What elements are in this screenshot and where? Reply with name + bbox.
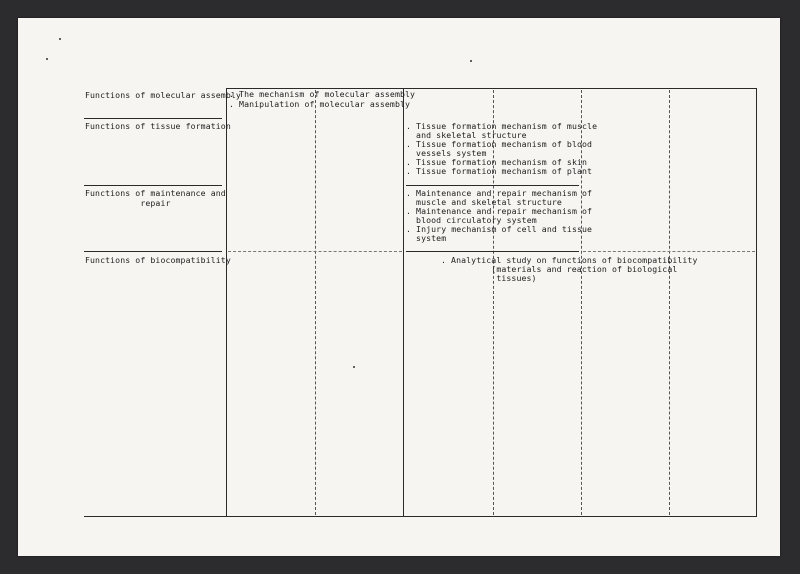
list-item: muscle and skeletal structure [406,197,562,207]
list-item: . The mechanism of molecular assembly [229,89,416,99]
table-right-border [756,88,757,517]
paper-speck [353,366,355,368]
table-dashed-divider [315,90,316,515]
list-item: . Injury mechanism of cell and tissue [406,224,593,234]
list-item: tissues) [441,273,537,283]
row-separator [406,251,579,252]
list-item: (materials and reaction of biological [441,264,678,274]
table-column-divider [403,88,404,517]
paper-speck [59,38,61,40]
table-dashed-divider [581,90,582,515]
list-item: . Tissue formation mechanism of plant [406,166,593,176]
list-item: . Manipulation of molecular assembly [229,99,411,109]
list-item: . Tissue formation mechanism of muscle [406,121,598,131]
document-page [18,18,780,556]
list-item: . Maintenance and repair mechanism of [406,188,593,198]
row-label-maintenance-repair: Functions of maintenance and repair [85,188,226,208]
table-bottom-border [84,516,757,517]
paper-speck [470,60,472,62]
row-separator [84,185,222,186]
row-label-biocompatibility: Functions of biocompatibility [85,255,231,265]
row-separator [84,118,222,119]
table-vertical-border [226,88,227,517]
list-item: and skeletal structure [406,130,527,140]
row-label-molecular-assembly: Functions of molecular assembly [85,90,241,100]
list-item: . Tissue formation mechanism of skin [406,157,588,167]
list-item: . Tissue formation mechanism of blood [406,139,593,149]
row-separator [406,185,579,186]
row-label-tissue-formation: Functions of tissue formation [85,121,231,131]
table-dashed-divider [493,90,494,515]
paper-speck [46,58,48,60]
table-dashed-divider [669,90,670,515]
list-item: vessels system [406,148,487,158]
list-item: blood circulatory system [406,215,537,225]
row-dashed-separator [583,251,755,252]
list-item: system [406,233,447,243]
list-item: . Maintenance and repair mechanism of [406,206,593,216]
row-dashed-separator [228,251,402,252]
row-separator [84,251,222,252]
list-item: . Analytical study on functions of biocompatibility [441,255,698,265]
